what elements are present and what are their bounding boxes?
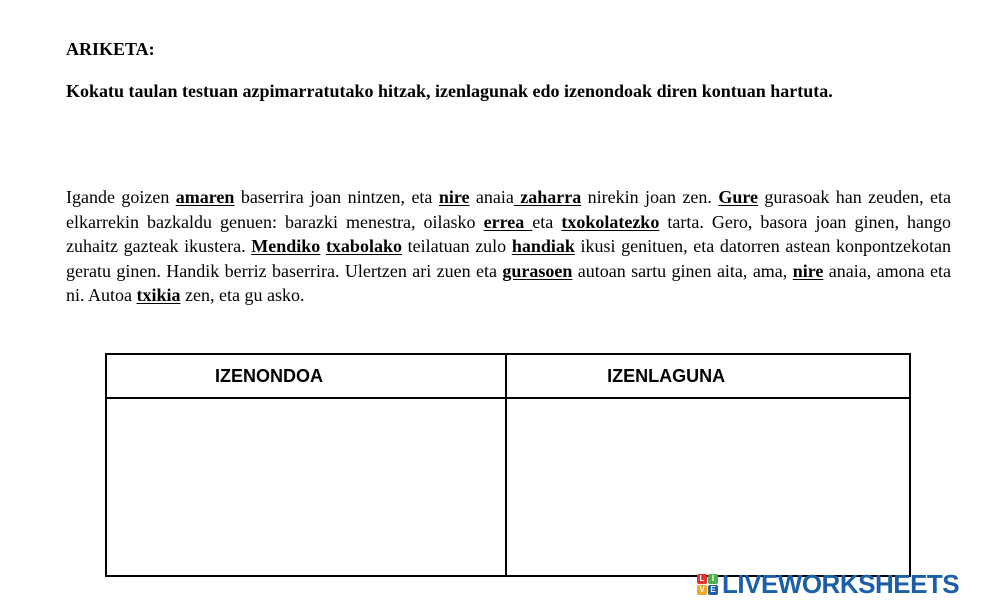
underlined-word: zaharra [513,187,582,207]
column-header-izenondoa: IZENONDOA [106,354,506,398]
instruction-text: Kokatu taulan testuan azpimarratutako hitzak, izenlagunak edo izenondoak diren kontuan hartuta. [66,81,833,101]
underlined-word: handiak [511,236,575,256]
passage-text: Igande goizen [66,187,176,207]
reading-passage [66,185,951,308]
underlined-word: Gure [718,187,758,207]
underlined-word: txabolako [325,236,402,256]
passage-text: gurasoak han zeuden, eta elkarrekin bazkaldu genuen: barazki menestra, oilasko [66,187,952,232]
izenondoa-answer-cell[interactable] [106,398,506,576]
logo-letter: L [697,574,707,584]
logo-text: LIVEWORKSHEETS [722,568,960,599]
underlined-word: gurasoen [502,260,573,281]
logo-letter: E [708,585,718,595]
logo-mark-icon [697,574,718,595]
underlined-word: txikia [136,285,181,305]
liveworksheets-logo [697,568,960,599]
passage-text: tarta. Gero, basora joan ginen, hango zuhaitz gazteak ikustera. [66,211,952,256]
table-answer-row [106,398,910,576]
passage-text: teilatuan zulo [401,236,512,256]
logo-letter: V [697,585,707,595]
underlined-word: errea [483,211,533,232]
passage-text: eta [532,211,562,232]
passage-text: nirekin joan zen. [581,187,719,207]
passage-text: anaia [469,187,514,207]
exercise-title: ARIKETA: [66,39,155,59]
underlined-word: Mendiko [251,236,321,256]
underlined-word: nire [792,260,824,281]
passage-text: ikusi genituen, eta datorren astean konpontzekotan geratu ginen. Handik berriz baserrira. Ulertzen ari zuen eta [66,236,951,281]
passage-text: autoan sartu ginen aita, ama, [572,260,793,281]
izenlaguna-answer-cell[interactable] [506,398,910,576]
logo-letter: I [708,574,718,584]
underlined-word: amaren [175,187,235,207]
underlined-word: nire [438,187,470,207]
passage-text: anaia, amona eta ni. Autoa [66,260,951,305]
passage-text: baserrira joan nintzen, eta [234,187,439,207]
column-header-izenlaguna: IZENLAGUNA [506,354,910,398]
passage-text: zen, eta gu asko. [180,285,305,305]
table-header-row [106,354,910,398]
underlined-word: txokolatezko [561,211,660,232]
answer-table [105,353,911,577]
